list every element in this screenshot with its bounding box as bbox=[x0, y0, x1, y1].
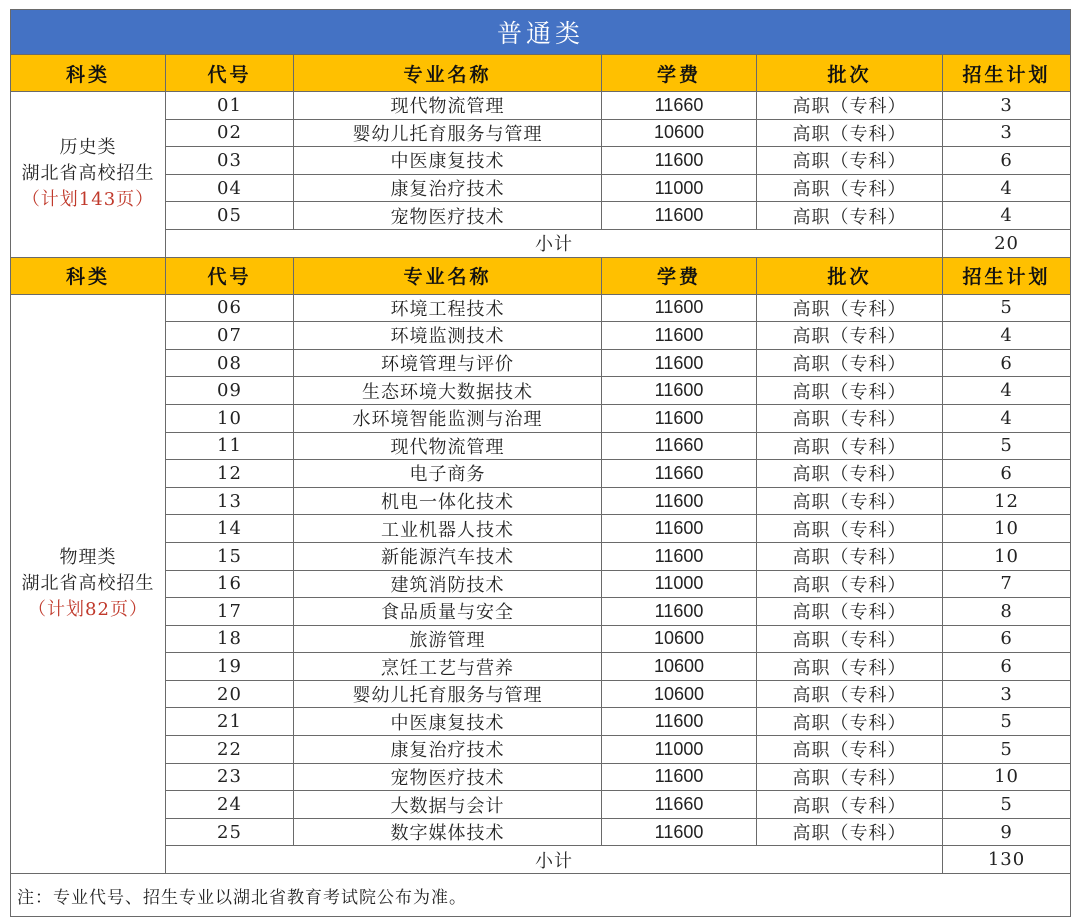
code-cell: 14 bbox=[166, 515, 294, 543]
plan-cell: 6 bbox=[943, 460, 1071, 488]
batch-cell: 高职（专科） bbox=[757, 542, 943, 570]
code-cell: 08 bbox=[166, 349, 294, 377]
batch-cell: 高职（专科） bbox=[757, 763, 943, 791]
batch-cell: 高职（专科） bbox=[757, 736, 943, 764]
batch-cell: 高职（专科） bbox=[757, 119, 943, 147]
admission-plan-table bbox=[10, 9, 1071, 917]
subtotal-row bbox=[11, 229, 1071, 257]
table-row bbox=[11, 570, 1071, 598]
tuition-cell: 10600 bbox=[602, 625, 757, 653]
plan-cell: 10 bbox=[943, 763, 1071, 791]
major-name-cell: 工业机器人技术 bbox=[294, 515, 602, 543]
tuition-cell: 11000 bbox=[602, 174, 757, 202]
code-cell: 10 bbox=[166, 404, 294, 432]
header-batch: 批次 bbox=[757, 257, 943, 294]
batch-cell: 高职（专科） bbox=[757, 791, 943, 819]
code-cell: 12 bbox=[166, 460, 294, 488]
plan-cell: 6 bbox=[943, 625, 1071, 653]
batch-cell: 高职（专科） bbox=[757, 818, 943, 846]
header-plan: 招生计划 bbox=[943, 55, 1071, 92]
table-row bbox=[11, 119, 1071, 147]
major-name-cell: 建筑消防技术 bbox=[294, 570, 602, 598]
batch-cell: 高职（专科） bbox=[757, 294, 943, 322]
table-row bbox=[11, 92, 1071, 120]
major-name-cell: 宠物医疗技术 bbox=[294, 763, 602, 791]
major-name-cell: 宠物医疗技术 bbox=[294, 202, 602, 230]
header-code: 代号 bbox=[166, 55, 294, 92]
plan-cell: 12 bbox=[943, 487, 1071, 515]
table-row bbox=[11, 791, 1071, 819]
batch-cell: 高职（专科） bbox=[757, 515, 943, 543]
category-page-ref: （计划143页） bbox=[21, 189, 155, 211]
header-plan: 招生计划 bbox=[943, 257, 1071, 294]
batch-cell: 高职（专科） bbox=[757, 598, 943, 626]
table-row bbox=[11, 818, 1071, 846]
table-row bbox=[11, 432, 1071, 460]
code-cell: 21 bbox=[166, 708, 294, 736]
header-row bbox=[11, 55, 1071, 92]
plan-cell: 5 bbox=[943, 294, 1071, 322]
major-name-cell: 水环境智能监测与治理 bbox=[294, 404, 602, 432]
tuition-cell: 11660 bbox=[602, 432, 757, 460]
plan-cell: 6 bbox=[943, 349, 1071, 377]
tuition-cell: 11600 bbox=[602, 598, 757, 626]
subtotal-row bbox=[11, 846, 1071, 874]
table-row bbox=[11, 736, 1071, 764]
major-name-cell: 婴幼儿托育服务与管理 bbox=[294, 119, 602, 147]
major-name-cell: 环境管理与评价 bbox=[294, 349, 602, 377]
header-code: 代号 bbox=[166, 257, 294, 294]
batch-cell: 高职（专科） bbox=[757, 322, 943, 350]
header-category: 科类 bbox=[11, 257, 166, 294]
tuition-cell: 11660 bbox=[602, 791, 757, 819]
batch-cell: 高职（专科） bbox=[757, 92, 943, 120]
code-cell: 05 bbox=[166, 202, 294, 230]
plan-cell: 10 bbox=[943, 515, 1071, 543]
plan-cell: 4 bbox=[943, 377, 1071, 405]
tuition-cell: 11600 bbox=[602, 349, 757, 377]
batch-cell: 高职（专科） bbox=[757, 653, 943, 681]
batch-cell: 高职（专科） bbox=[757, 147, 943, 175]
code-cell: 13 bbox=[166, 487, 294, 515]
tuition-cell: 11660 bbox=[602, 92, 757, 120]
batch-cell: 高职（专科） bbox=[757, 680, 943, 708]
table-row bbox=[11, 598, 1071, 626]
plan-cell: 3 bbox=[943, 92, 1071, 120]
major-name-cell: 新能源汽车技术 bbox=[294, 542, 602, 570]
tuition-cell: 10600 bbox=[602, 653, 757, 681]
code-cell: 15 bbox=[166, 542, 294, 570]
tuition-cell: 11600 bbox=[602, 763, 757, 791]
table-row bbox=[11, 322, 1071, 350]
major-name-cell: 环境监测技术 bbox=[294, 322, 602, 350]
code-cell: 25 bbox=[166, 818, 294, 846]
major-name-cell: 康复治疗技术 bbox=[294, 736, 602, 764]
header-row bbox=[11, 257, 1071, 294]
table-row bbox=[11, 487, 1071, 515]
major-name-cell: 数字媒体技术 bbox=[294, 818, 602, 846]
tuition-cell: 11660 bbox=[602, 460, 757, 488]
major-name-cell: 现代物流管理 bbox=[294, 432, 602, 460]
tuition-cell: 11600 bbox=[602, 294, 757, 322]
batch-cell: 高职（专科） bbox=[757, 377, 943, 405]
plan-cell: 5 bbox=[943, 736, 1071, 764]
code-cell: 04 bbox=[166, 174, 294, 202]
plan-cell: 3 bbox=[943, 680, 1071, 708]
batch-cell: 高职（专科） bbox=[757, 349, 943, 377]
table-row bbox=[11, 515, 1071, 543]
plan-cell: 5 bbox=[943, 791, 1071, 819]
code-cell: 02 bbox=[166, 119, 294, 147]
plan-cell: 7 bbox=[943, 570, 1071, 598]
code-cell: 09 bbox=[166, 377, 294, 405]
major-name-cell: 康复治疗技术 bbox=[294, 174, 602, 202]
major-name-cell: 旅游管理 bbox=[294, 625, 602, 653]
subtotal-label: 小计 bbox=[166, 229, 943, 257]
code-cell: 23 bbox=[166, 763, 294, 791]
code-cell: 06 bbox=[166, 294, 294, 322]
major-name-cell: 环境工程技术 bbox=[294, 294, 602, 322]
subtotal-value: 20 bbox=[943, 229, 1071, 257]
subtotal-value: 130 bbox=[943, 846, 1071, 874]
major-name-cell: 食品质量与安全 bbox=[294, 598, 602, 626]
major-name-cell: 电子商务 bbox=[294, 460, 602, 488]
batch-cell: 高职（专科） bbox=[757, 174, 943, 202]
tuition-cell: 11600 bbox=[602, 147, 757, 175]
plan-cell: 3 bbox=[943, 119, 1071, 147]
code-cell: 16 bbox=[166, 570, 294, 598]
category-subject: 物理类 bbox=[59, 546, 117, 568]
tuition-cell: 11000 bbox=[602, 736, 757, 764]
code-cell: 24 bbox=[166, 791, 294, 819]
header-category: 科类 bbox=[11, 55, 166, 92]
batch-cell: 高职（专科） bbox=[757, 460, 943, 488]
table-row bbox=[11, 147, 1071, 175]
plan-cell: 6 bbox=[943, 653, 1071, 681]
plan-cell: 6 bbox=[943, 147, 1071, 175]
table-row bbox=[11, 404, 1071, 432]
code-cell: 18 bbox=[166, 625, 294, 653]
header-batch: 批次 bbox=[757, 55, 943, 92]
header-major-name: 专业名称 bbox=[294, 55, 602, 92]
tuition-cell: 11600 bbox=[602, 377, 757, 405]
tuition-cell: 11600 bbox=[602, 202, 757, 230]
tuition-cell: 11600 bbox=[602, 404, 757, 432]
plan-cell: 9 bbox=[943, 818, 1071, 846]
table-title: 普通类 bbox=[11, 10, 1071, 55]
table-row bbox=[11, 680, 1071, 708]
major-name-cell: 中医康复技术 bbox=[294, 147, 602, 175]
table-row bbox=[11, 377, 1071, 405]
code-cell: 17 bbox=[166, 598, 294, 626]
major-name-cell: 机电一体化技术 bbox=[294, 487, 602, 515]
category-cell bbox=[11, 294, 166, 873]
table-row bbox=[11, 542, 1071, 570]
code-cell: 20 bbox=[166, 680, 294, 708]
table-row bbox=[11, 625, 1071, 653]
code-cell: 07 bbox=[166, 322, 294, 350]
header-tuition: 学费 bbox=[602, 55, 757, 92]
batch-cell: 高职（专科） bbox=[757, 625, 943, 653]
major-name-cell: 现代物流管理 bbox=[294, 92, 602, 120]
table-row bbox=[11, 349, 1071, 377]
table-row bbox=[11, 708, 1071, 736]
admission-plan-table-container bbox=[10, 9, 1070, 917]
plan-cell: 4 bbox=[943, 174, 1071, 202]
table-row bbox=[11, 294, 1071, 322]
major-name-cell: 婴幼儿托育服务与管理 bbox=[294, 680, 602, 708]
plan-cell: 8 bbox=[943, 598, 1071, 626]
plan-cell: 4 bbox=[943, 404, 1071, 432]
code-cell: 01 bbox=[166, 92, 294, 120]
category-source: 湖北省高校招生 bbox=[21, 163, 155, 185]
code-cell: 22 bbox=[166, 736, 294, 764]
tuition-cell: 11600 bbox=[602, 487, 757, 515]
category-subject: 历史类 bbox=[59, 137, 117, 159]
code-cell: 03 bbox=[166, 147, 294, 175]
table-row bbox=[11, 653, 1071, 681]
category-source: 湖北省高校招生 bbox=[21, 572, 155, 594]
category-cell bbox=[11, 92, 166, 258]
tuition-cell: 11600 bbox=[602, 515, 757, 543]
table-row bbox=[11, 174, 1071, 202]
table-row bbox=[11, 202, 1071, 230]
batch-cell: 高职（专科） bbox=[757, 487, 943, 515]
header-major-name: 专业名称 bbox=[294, 257, 602, 294]
major-name-cell: 大数据与会计 bbox=[294, 791, 602, 819]
batch-cell: 高职（专科） bbox=[757, 432, 943, 460]
plan-cell: 5 bbox=[943, 708, 1071, 736]
tuition-cell: 11600 bbox=[602, 818, 757, 846]
table-row bbox=[11, 460, 1071, 488]
subtotal-label: 小计 bbox=[166, 846, 943, 874]
major-name-cell: 烹饪工艺与营养 bbox=[294, 653, 602, 681]
footnote: 注：专业代号、招生专业以湖北省教育考试院公布为准。 bbox=[11, 874, 1071, 917]
batch-cell: 高职（专科） bbox=[757, 404, 943, 432]
tuition-cell: 11600 bbox=[602, 708, 757, 736]
header-tuition: 学费 bbox=[602, 257, 757, 294]
tuition-cell: 10600 bbox=[602, 680, 757, 708]
plan-cell: 4 bbox=[943, 322, 1071, 350]
tuition-cell: 11600 bbox=[602, 322, 757, 350]
tuition-cell: 11600 bbox=[602, 542, 757, 570]
major-name-cell: 生态环境大数据技术 bbox=[294, 377, 602, 405]
code-cell: 19 bbox=[166, 653, 294, 681]
plan-cell: 10 bbox=[943, 542, 1071, 570]
table-row bbox=[11, 763, 1071, 791]
batch-cell: 高职（专科） bbox=[757, 202, 943, 230]
batch-cell: 高职（专科） bbox=[757, 570, 943, 598]
batch-cell: 高职（专科） bbox=[757, 708, 943, 736]
tuition-cell: 10600 bbox=[602, 119, 757, 147]
code-cell: 11 bbox=[166, 432, 294, 460]
note-row bbox=[11, 874, 1071, 917]
category-page-ref: （计划82页） bbox=[28, 598, 148, 620]
plan-cell: 5 bbox=[943, 432, 1071, 460]
tuition-cell: 11000 bbox=[602, 570, 757, 598]
major-name-cell: 中医康复技术 bbox=[294, 708, 602, 736]
plan-cell: 4 bbox=[943, 202, 1071, 230]
